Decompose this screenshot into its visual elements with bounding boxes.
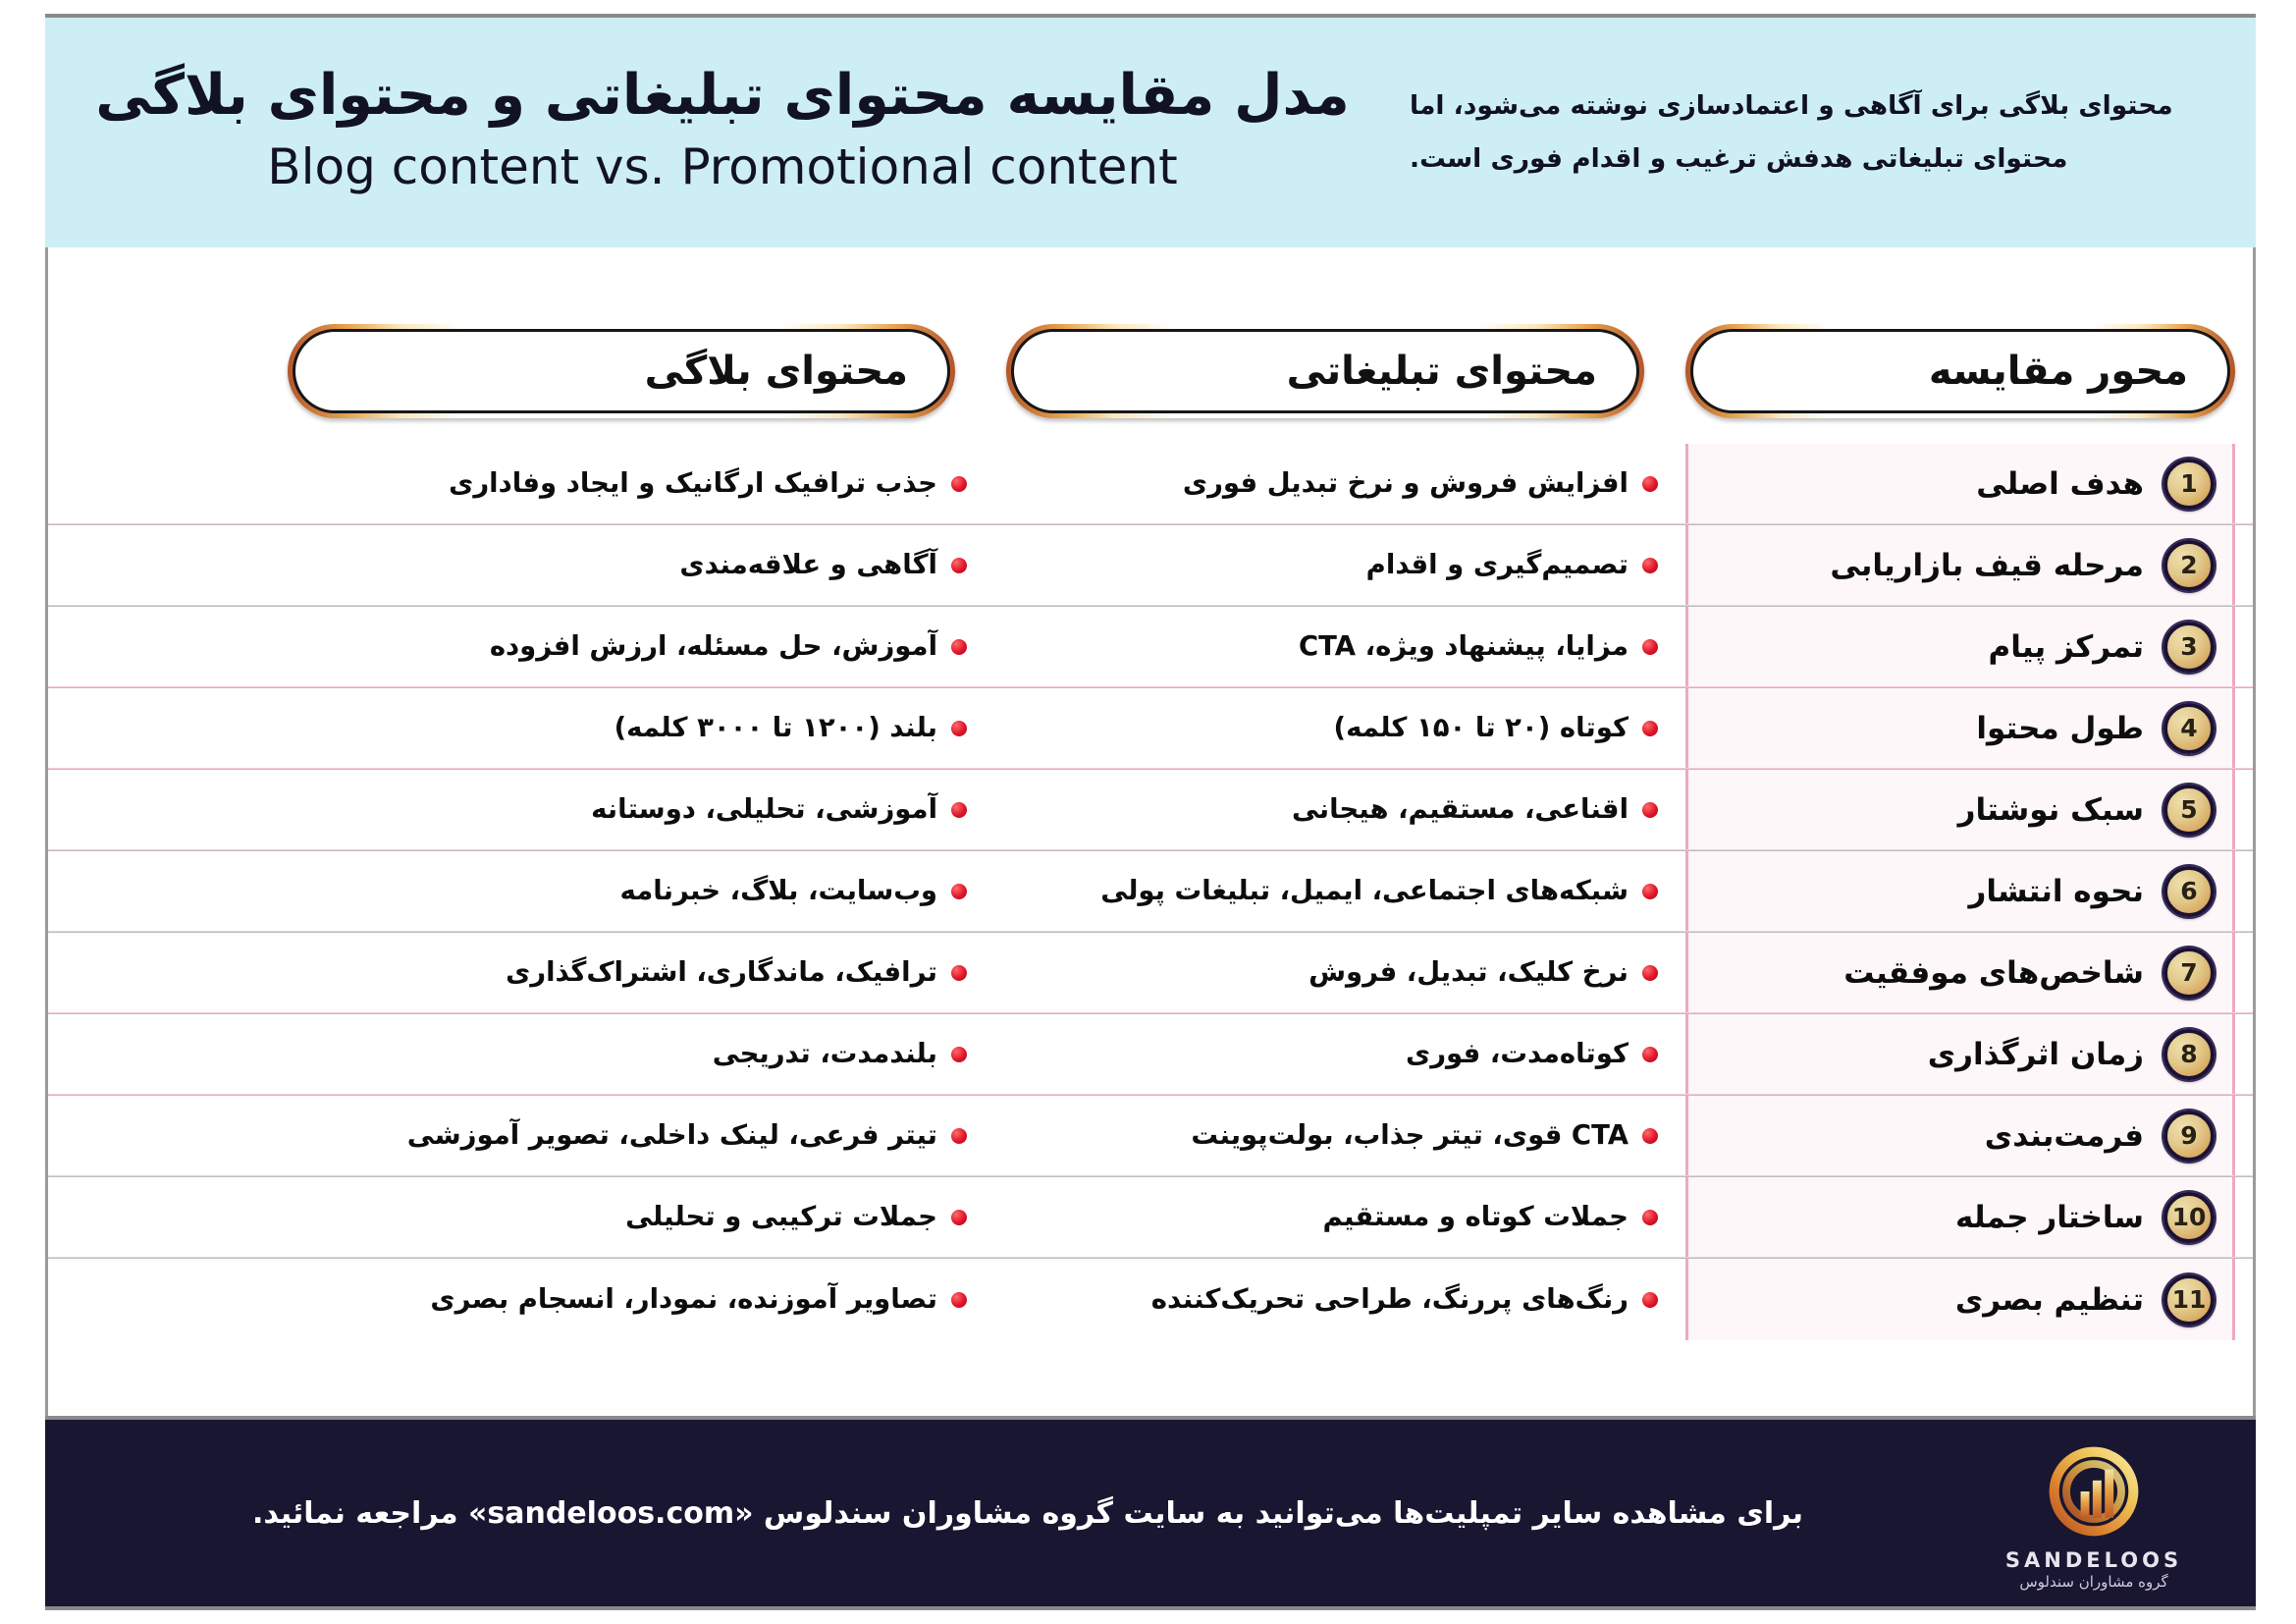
- promotional-value: تصمیم‌گیری و اقدام: [1365, 549, 1629, 580]
- blog-value: تصاویر آموزنده، نمودار، انسجام بصری: [430, 1283, 937, 1315]
- promotional-value: نرخ کلیک، تبدیل، فروش: [1308, 956, 1629, 988]
- row-number-badge: [2163, 1029, 2215, 1080]
- cell-axis: [1685, 525, 2235, 605]
- cell-promotional: [1024, 770, 1664, 849]
- axis-label: نحوه انتشار: [1968, 873, 2144, 909]
- cell-blog: [286, 851, 973, 931]
- bullet-dot-icon: [951, 1292, 967, 1308]
- cell-blog: [286, 1096, 973, 1175]
- promotional-value: شبکه‌های اجتماعی، ایمیل، تبلیغات پولی: [1100, 875, 1629, 906]
- promotional-value: کوتاه (۲۰ تا ۱۵۰ کلمه): [1333, 712, 1629, 743]
- page-title-en: Blog content vs. Promotional content: [267, 138, 1178, 196]
- brand-subtitle: گروه مشاوران سندلوس: [2019, 1573, 2168, 1591]
- footer-message: [45, 1494, 1932, 1533]
- axis-label: شاخص‌های موفقیت: [1843, 954, 2144, 991]
- cell-promotional: [1024, 1014, 1664, 1094]
- header-banner: [45, 14, 2256, 247]
- table-row: [48, 1096, 2253, 1177]
- promotional-value: اقناعی، مستقیم، هیجانی: [1291, 793, 1629, 825]
- row-number-badge: [2163, 703, 2215, 754]
- cell-promotional: [1024, 688, 1664, 768]
- blog-value: آگاهی و علاقه‌مندی: [679, 549, 937, 580]
- table-row: [48, 770, 2253, 851]
- promotional-value: رنگ‌های پررنگ، طراحی تحریک‌کننده: [1150, 1283, 1629, 1315]
- page-title-fa: مدل مقایسه محتوای تبلیغاتی و محتوای بلاگی: [95, 62, 1350, 128]
- brand-wordmark: SANDELOOS: [2004, 1548, 2183, 1572]
- bullet-dot-icon: [1642, 1210, 1658, 1225]
- cell-axis: [1685, 933, 2235, 1012]
- blog-value: وب‌سایت، بلاگ، خبرنامه: [619, 875, 937, 906]
- cell-promotional: [1024, 1096, 1664, 1175]
- axis-label: تنظیم بصری: [1954, 1281, 2144, 1318]
- row-number-badge: [2163, 947, 2215, 999]
- promotional-value: جملات کوتاه و مستقیم: [1322, 1201, 1629, 1232]
- table-row: [48, 525, 2253, 607]
- bullet-dot-icon: [1642, 1128, 1658, 1144]
- cell-axis: [1685, 607, 2235, 686]
- row-number: 5: [2180, 795, 2198, 824]
- bullet-dot-icon: [951, 558, 967, 573]
- header-subtitle-note: [1400, 18, 2256, 247]
- table-row: [48, 1259, 2253, 1340]
- table-row: [48, 1014, 2253, 1096]
- bullet-dot-icon: [951, 802, 967, 818]
- row-number: 8: [2180, 1040, 2198, 1068]
- axis-label: تمرکز پیام: [1988, 628, 2144, 665]
- table-row: [48, 851, 2253, 933]
- row-number: 6: [2180, 877, 2198, 905]
- cell-promotional: [1024, 1177, 1664, 1257]
- row-number: 10: [2171, 1203, 2207, 1231]
- column-header-blog-label: محتوای بلاگی: [644, 349, 908, 394]
- cell-axis: [1685, 1177, 2235, 1257]
- row-number-badge: [2163, 1274, 2215, 1326]
- table-row: [48, 933, 2253, 1014]
- table-row: [48, 688, 2253, 770]
- bullet-dot-icon: [1642, 721, 1658, 736]
- header-note-line-1: محتوای بلاگی برای آگاهی و اعتمادسازی نوشته می‌شود، اما: [1410, 89, 2173, 121]
- brand-logo: [1932, 1436, 2256, 1590]
- cell-blog: [286, 933, 973, 1012]
- column-header-promotional: [1006, 324, 1644, 418]
- promotional-value: CTA قوی، تیتر جذاب، بولت‌پوینت: [1191, 1119, 1629, 1151]
- row-number: 7: [2180, 958, 2198, 987]
- comparison-rows: [48, 444, 2253, 1340]
- blog-value: جذب ترافیک ارگانیک و ایجاد وفاداری: [449, 467, 937, 499]
- cell-blog: [286, 770, 973, 849]
- header-title-group: [45, 18, 1400, 247]
- header-note-line-2: محتوای تبلیغاتی هدفش ترغیب و اقدام فوری است.: [1410, 143, 2068, 174]
- row-number: 4: [2180, 714, 2198, 742]
- row-number-badge: [2163, 622, 2215, 673]
- bullet-dot-icon: [951, 884, 967, 899]
- cell-axis: [1685, 1096, 2235, 1175]
- footer-text-after: » مراجعه نمائید.: [251, 1495, 488, 1531]
- bullet-dot-icon: [1642, 558, 1658, 573]
- axis-label: زمان اثرگذاری: [1927, 1036, 2144, 1072]
- blog-value: تیتر فرعی، لینک داخلی، تصویر آموزشی: [406, 1119, 937, 1151]
- footer-bar: [45, 1416, 2256, 1610]
- cell-promotional: [1024, 607, 1664, 686]
- row-number-badge: [2163, 1192, 2215, 1243]
- column-header-axis: [1685, 324, 2235, 418]
- axis-label: طول محتوا: [1976, 710, 2144, 746]
- blog-value: جملات ترکیبی و تحلیلی: [625, 1201, 937, 1232]
- bullet-dot-icon: [1642, 802, 1658, 818]
- footer-website-link[interactable]: sandeloos.com: [487, 1495, 735, 1531]
- axis-label: سبک نوشتار: [1957, 791, 2144, 828]
- cell-blog: [286, 444, 973, 523]
- blog-value: ترافیک، ماندگاری، اشتراک‌گذاری: [506, 956, 937, 988]
- cell-promotional: [1024, 851, 1664, 931]
- blog-value: بلندمدت، تدریجی: [712, 1038, 937, 1069]
- row-number: 2: [2180, 551, 2198, 579]
- axis-label: مرحله قیف بازاریابی: [1830, 547, 2144, 583]
- bullet-dot-icon: [1642, 884, 1658, 899]
- promotional-value: افزایش فروش و نرخ تبدیل فوری: [1182, 467, 1629, 499]
- bullet-dot-icon: [1642, 1292, 1658, 1308]
- row-number: 3: [2180, 632, 2198, 661]
- promotional-value: کوتاه‌مدت، فوری: [1406, 1038, 1629, 1069]
- cell-promotional: [1024, 1259, 1664, 1340]
- table-row: [48, 1177, 2253, 1259]
- footer-text-before: برای مشاهده سایر تمپلیت‌ها می‌توانید به سایت گروه مشاوران سندلوس «: [734, 1495, 1804, 1531]
- bullet-dot-icon: [951, 1047, 967, 1062]
- cell-promotional: [1024, 444, 1664, 523]
- cell-blog: [286, 1014, 973, 1094]
- cell-axis: [1685, 851, 2235, 931]
- cell-blog: [286, 1177, 973, 1257]
- bullet-dot-icon: [951, 476, 967, 492]
- bullet-dot-icon: [1642, 1047, 1658, 1062]
- promotional-value: مزایا، پیشنهاد ویژه، CTA: [1298, 630, 1629, 662]
- bullet-dot-icon: [1642, 965, 1658, 981]
- bullet-dot-icon: [1642, 476, 1658, 492]
- column-header-axis-label: محور مقایسه: [1928, 349, 2188, 394]
- row-number-badge: [2163, 1110, 2215, 1162]
- blog-value: آموزشی، تحلیلی، دوستانه: [591, 793, 937, 825]
- table-row: [48, 444, 2253, 525]
- cell-promotional: [1024, 525, 1664, 605]
- row-number-badge: [2163, 459, 2215, 510]
- row-number: 1: [2180, 469, 2198, 498]
- table-row: [48, 607, 2253, 688]
- row-number-badge: [2163, 866, 2215, 917]
- cell-axis: [1685, 688, 2235, 768]
- cell-blog: [286, 1259, 973, 1340]
- blog-value: بلند (۱۲۰۰ تا ۳۰۰۰ کلمه): [614, 712, 937, 743]
- axis-label: فرمت‌بندی: [1984, 1117, 2144, 1154]
- row-number-badge: [2163, 540, 2215, 591]
- blog-value: آموزش، حل مسئله، ارزش افزوده: [489, 630, 937, 662]
- cell-blog: [286, 688, 973, 768]
- sandeloos-logo-icon: [2039, 1436, 2149, 1546]
- cell-axis: [1685, 770, 2235, 849]
- row-number-badge: [2163, 785, 2215, 836]
- bullet-dot-icon: [951, 721, 967, 736]
- cell-axis: [1685, 444, 2235, 523]
- column-header-blog: [288, 324, 955, 418]
- cell-axis: [1685, 1014, 2235, 1094]
- bullet-dot-icon: [1642, 639, 1658, 655]
- comparison-table-panel: [45, 247, 2256, 1416]
- row-number: 11: [2171, 1285, 2207, 1314]
- axis-label: هدف اصلی: [1976, 465, 2144, 502]
- bullet-dot-icon: [951, 1210, 967, 1225]
- row-number: 9: [2180, 1121, 2198, 1150]
- axis-label: ساختار جمله: [1955, 1199, 2144, 1235]
- cell-promotional: [1024, 933, 1664, 1012]
- bullet-dot-icon: [951, 639, 967, 655]
- cell-axis: [1685, 1259, 2235, 1340]
- cell-blog: [286, 525, 973, 605]
- bullet-dot-icon: [951, 1128, 967, 1144]
- column-header-promotional-label: محتوای تبلیغاتی: [1286, 349, 1597, 394]
- column-header-row: [48, 324, 2253, 418]
- cell-blog: [286, 607, 973, 686]
- bullet-dot-icon: [951, 965, 967, 981]
